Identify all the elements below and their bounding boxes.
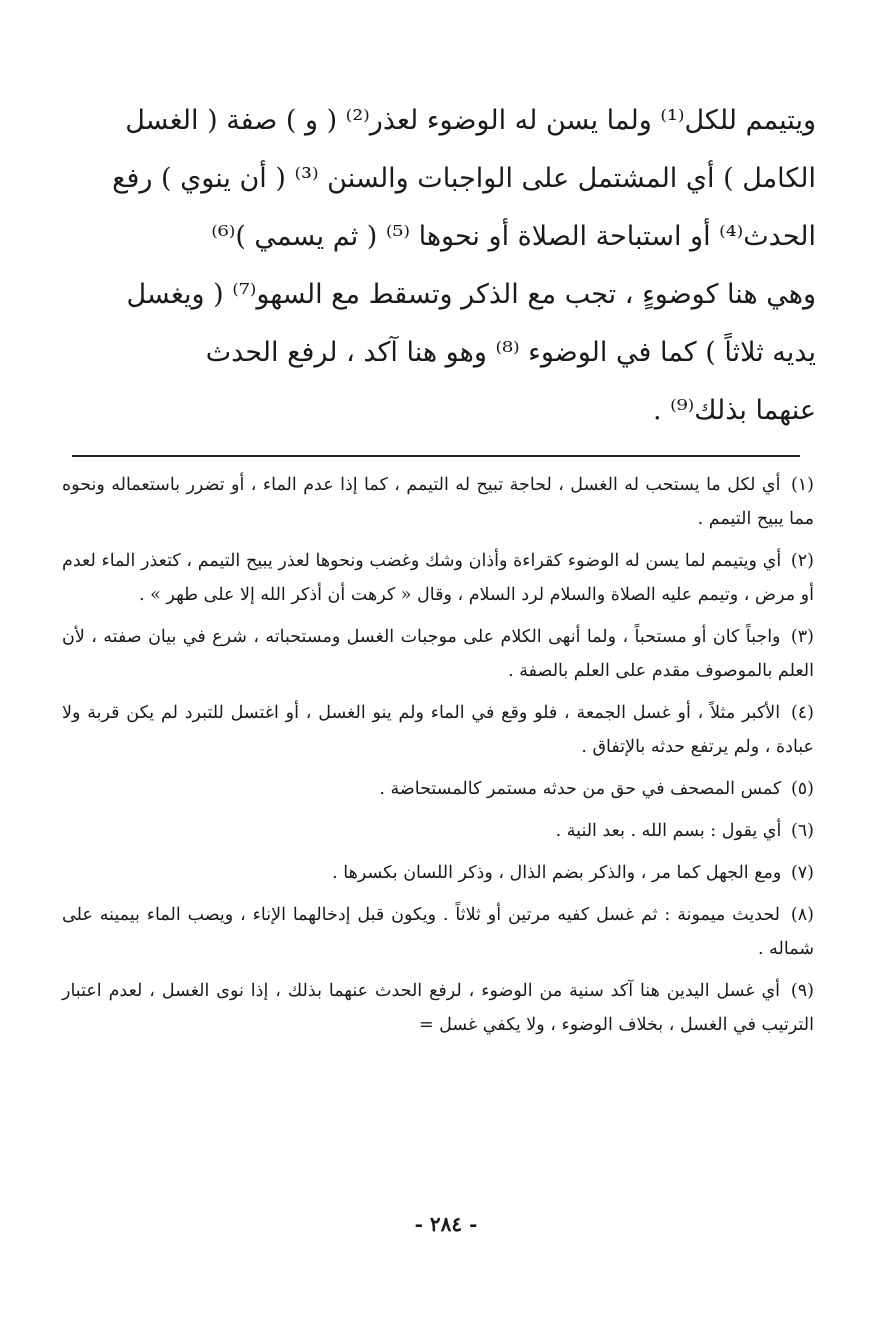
footnote-text: أي غسل اليدين هنا آكد سنية من الوضوء ، لرفع الحدث عنهما بذلك ، إذا نوى الغسل ، لعدم اعتبار الترتيب في الغسل ، بخلاف الوضوء ، ولا يكفي غسل = bbox=[62, 981, 814, 1035]
footnote-text: لحديث ميمونة : ثم غسل كفيه مرتين أو ثلاثاً . ويكون قبل إدخالهما الإناء ، ويصب الماء بيمينه على شماله . bbox=[62, 905, 814, 959]
footnote-number: (٩) bbox=[790, 981, 814, 1001]
footnote bbox=[62, 620, 814, 688]
footnote-number: (١) bbox=[790, 475, 814, 495]
footnote-number: (٥) bbox=[790, 779, 814, 799]
footnote-text: أي يقول : بسم الله . بعد النية . bbox=[555, 821, 782, 841]
footnote-number: (٣) bbox=[790, 627, 814, 647]
footnote bbox=[62, 974, 814, 1042]
page-number: - ٢٨٤ - bbox=[414, 1212, 478, 1236]
footnote bbox=[62, 696, 814, 764]
footnote-divider bbox=[72, 455, 800, 457]
main-text-line: الحدث⁽⁴⁾ أو استباحة الصلاة أو نحوها ⁽⁵⁾ ( ثم يسمي )⁽⁶⁾ bbox=[211, 221, 816, 252]
footnote-text: أي لكل ما يستحب له الغسل ، لحاجة تبيح له التيمم ، كما إذا عدم الماء ، أو تضرر باستعماله ونحوه مما يبيح التيمم . bbox=[62, 475, 814, 529]
footnote-text: الأكبر مثلاً ، أو غسل الجمعة ، فلو وقع في الماء ولم ينو الغسل ، أو اغتسل للتبرد لم يكن قربة ولا عبادة ، ولم يرتفع حدثه بالإتفاق . bbox=[62, 703, 814, 757]
footnote-text: واجباً كان أو مستحباً ، ولما أنهى الكلام على موجبات الغسل ومستحباته ، شرع في بيان صفته ، لأن العلم بالموصوف مقدم على العلم بالصفة . bbox=[62, 627, 814, 681]
footnotes bbox=[62, 468, 814, 1050]
footnote bbox=[62, 814, 814, 848]
footnote-text: كمس المصحف في حق من حدثه مستمر كالمستحاضة . bbox=[379, 779, 782, 799]
footnote-number: (٦) bbox=[790, 821, 814, 841]
footnote bbox=[62, 468, 814, 536]
footnote-number: (٨) bbox=[790, 905, 814, 925]
main-text-line: الكامل ) أي المشتمل على الواجبات والسنن ⁽³⁾ ( أن ينوي ) رفع bbox=[112, 163, 816, 194]
main-text bbox=[78, 92, 816, 440]
footnote bbox=[62, 544, 814, 612]
main-text-line: وهي هنا كوضوءٍ ، تجب مع الذكر وتسقط مع السهو⁽⁷⁾ ( ويغسل bbox=[126, 279, 816, 310]
footnote bbox=[62, 898, 814, 966]
footnote-text: ومع الجهل كما مر ، والذكر بضم الذال ، وذكر اللسان بكسرها . bbox=[332, 863, 782, 883]
main-text-line: ويتيمم للكل⁽¹⁾ ولما يسن له الوضوء لعذر⁽²⁾ ( و ) صفة ( الغسل bbox=[125, 105, 816, 136]
footnote-number: (٢) bbox=[790, 551, 814, 571]
footnote bbox=[62, 856, 814, 890]
footnote bbox=[62, 772, 814, 806]
main-text-line: يديه ثلاثاً ) كما في الوضوء ⁽⁸⁾ وهو هنا آكد ، لرفع الحدث bbox=[205, 337, 816, 368]
footnote-text: أي ويتيمم لما يسن له الوضوء كقراءة وأذان وشك وغضب ونحوها لعذر يبيح التيمم ، كتعذر الماء لعدم أو مرض ، وتيمم عليه الصلاة والسلام لرد السلام ، وقال « كرهت أن أذكر الله إلا على طهر » . bbox=[62, 551, 814, 605]
footnote-number: (٤) bbox=[790, 703, 814, 723]
main-text-line: عنهما بذلك⁽⁹⁾ . bbox=[652, 395, 816, 426]
footnote-number: (٧) bbox=[790, 863, 814, 883]
